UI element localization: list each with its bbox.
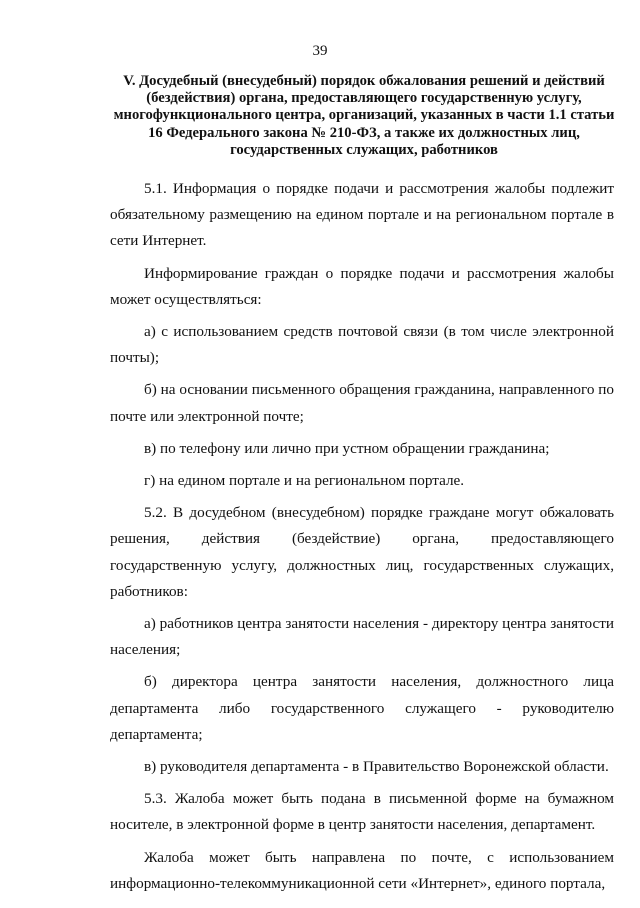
paragraph-5-3: 5.3. Жалоба может быть подана в письменной форме на бумажном носителе, в электронной форме в центр занятости населения, департамент. bbox=[110, 790, 614, 834]
list-item-a-postal: а) с использованием средств почтовой связи (в том числе электронной почты); bbox=[110, 323, 614, 367]
paragraph-complaint-channels: Жалоба может быть направлена по почте, с использованием информационно-телекоммуникационной сети «Интернет», единого портала, bbox=[110, 848, 614, 892]
list-item-v-phone: в) по телефону или лично при устном обращении гражданина; bbox=[144, 439, 550, 457]
list-item-v-head: в) руководителя департамента - в Правительство Воронежской области. bbox=[144, 758, 609, 776]
list-item-b-written: б) на основании письменного обращения гражданина, направленного по почте или электронной почте; bbox=[110, 381, 614, 425]
paragraph-5-2: 5.2. В досудебном (внесудебном) порядке граждане могут обжаловать решения, действия (бездействие) органа, предоставляющего государственную услугу, должностных лиц, государственных служащих, работников: bbox=[110, 504, 614, 600]
section-heading: V. Досудебный (внесудебный) порядок обжалования решений и действий (бездействия) органа, предоставляющего государственную услугу, многофункционального центра, организаций, указанных в части 1.1 статьи 16 Федерального закона № 210-ФЗ, а также их должностных лиц, государственных служащих, работников bbox=[113, 73, 615, 158]
list-item-b-director: б) директора центра занятости населения, должностного лица департамента либо государственного служащего - руководителю департамента; bbox=[110, 673, 614, 743]
list-item-g-portal: г) на едином портале и на региональном портале. bbox=[144, 472, 465, 490]
document-body bbox=[110, 176, 614, 897]
page-number: 39 bbox=[312, 43, 328, 59]
list-item-a-workers: а) работников центра занятости населения - директору центра занятости населения; bbox=[110, 615, 614, 659]
paragraph-5-1: 5.1. Информация о порядке подачи и рассмотрения жалобы подлежит обязательному размещению на едином портале и на региональном портале в сети Интернет. bbox=[110, 180, 614, 250]
paragraph-informing: Информирование граждан о порядке подачи и рассмотрения жалобы может осуществляться: bbox=[110, 264, 614, 308]
